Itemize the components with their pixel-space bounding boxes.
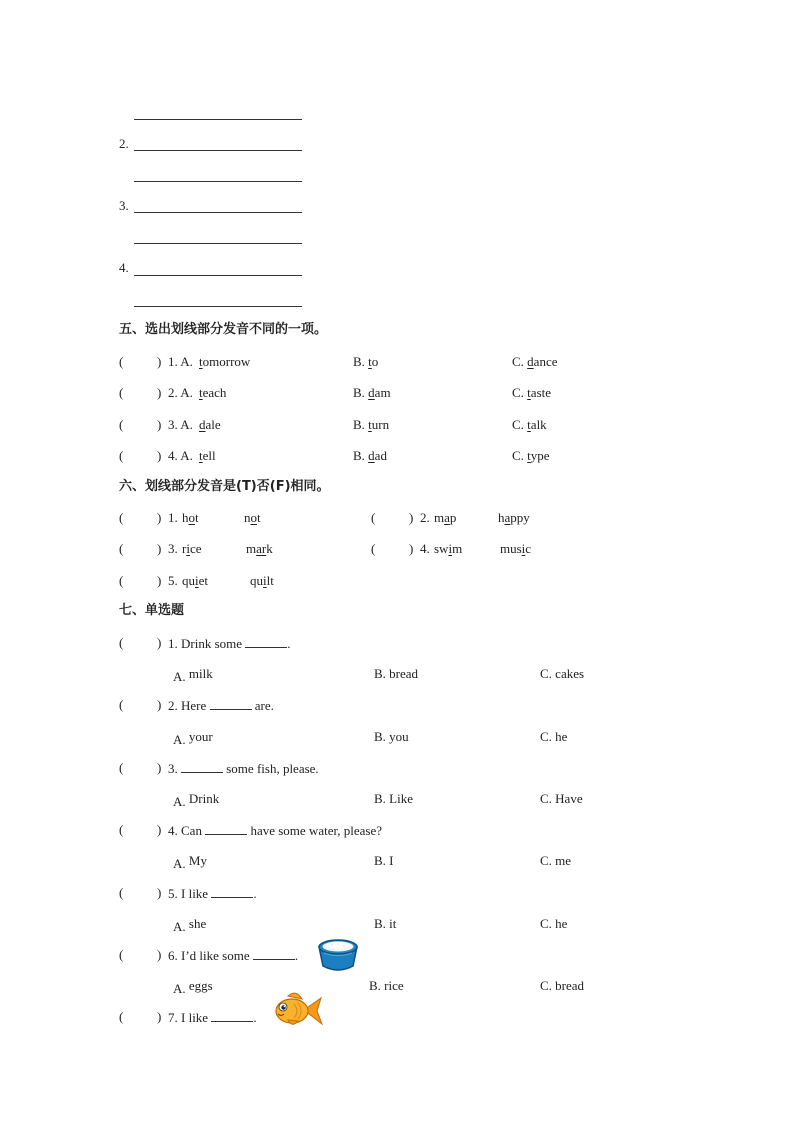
section-heading: 五、选出划线部分发音不同的一项。	[119, 322, 328, 337]
answer-paren-open[interactable]: (	[119, 417, 124, 432]
option-a[interactable]: tomorrow	[199, 354, 251, 369]
option-c[interactable]: C. taste	[512, 385, 552, 400]
fill-blank[interactable]	[211, 1009, 253, 1022]
option-c[interactable]: C. Have	[540, 791, 583, 806]
fill-blank[interactable]	[210, 697, 252, 710]
option-a[interactable]: A. milk	[173, 666, 213, 684]
option-b[interactable]: B. you	[374, 729, 409, 744]
writing-number: 3.	[119, 198, 129, 213]
option-a[interactable]: A. eggs	[173, 978, 213, 996]
option-b[interactable]: B. bread	[374, 666, 419, 681]
option-b[interactable]: B. to	[353, 354, 379, 369]
answer-paren-open[interactable]: (	[119, 822, 124, 837]
option-b[interactable]: B. turn	[353, 417, 390, 432]
answer-paren-open[interactable]: (	[119, 697, 124, 712]
option-a[interactable]: A. your	[173, 729, 213, 747]
section-heading: 六、划线部分发音是(T)否(F)相同。	[119, 479, 330, 494]
option-a[interactable]: A. My	[173, 853, 207, 871]
answer-paren-open[interactable]: (	[119, 510, 124, 525]
question-text: 3. some fish, please.	[168, 761, 319, 776]
writing-line[interactable]	[134, 181, 302, 182]
option-a[interactable]: dale	[199, 417, 221, 432]
option-a[interactable]: tell	[199, 448, 216, 463]
answer-paren-open[interactable]: (	[119, 760, 124, 775]
question-text: 2. Here are.	[168, 698, 274, 713]
word-2: music	[500, 541, 532, 556]
option-c[interactable]: C. he	[540, 916, 568, 931]
question-number: 4.	[420, 541, 430, 556]
option-a[interactable]: A. she	[173, 916, 207, 934]
answer-paren-open[interactable]: (	[119, 1009, 124, 1024]
word-1: rice	[182, 541, 202, 556]
answer-paren-open[interactable]: (	[119, 573, 124, 588]
writing-line[interactable]	[134, 119, 302, 120]
question-text: 6. I’d like some .	[168, 948, 299, 963]
writing-number: 2.	[119, 136, 129, 151]
answer-paren-open[interactable]: (	[119, 354, 124, 369]
answer-paren-close[interactable]: )	[157, 947, 162, 962]
option-a[interactable]: teach	[199, 385, 227, 400]
word-2: not	[244, 510, 261, 525]
answer-paren-close[interactable]: )	[157, 448, 162, 463]
option-a[interactable]: A. Drink	[173, 791, 220, 809]
fill-blank[interactable]	[211, 885, 253, 898]
question-text: 7. I like .	[168, 1010, 257, 1025]
question-number: 2.	[420, 510, 430, 525]
option-c[interactable]: C. talk	[512, 417, 547, 432]
option-b[interactable]: B. Like	[374, 791, 413, 806]
word-1: hot	[182, 510, 199, 525]
word-2: happy	[498, 510, 530, 525]
option-b[interactable]: B. rice	[369, 978, 404, 993]
question-number: 1. A.	[168, 354, 193, 369]
question-text: 5. I like .	[168, 886, 257, 901]
goldfish-picture	[274, 990, 324, 1032]
writing-line[interactable]	[134, 212, 302, 213]
option-b[interactable]: B. I	[374, 853, 394, 868]
answer-paren-close[interactable]: )	[157, 541, 162, 556]
fill-blank[interactable]	[245, 635, 287, 648]
answer-paren-open[interactable]: (	[119, 385, 124, 400]
answer-paren-close[interactable]: )	[409, 541, 414, 556]
writing-line[interactable]	[134, 275, 302, 276]
answer-paren-close[interactable]: )	[157, 510, 162, 525]
fill-blank[interactable]	[253, 947, 295, 960]
answer-paren-open[interactable]: (	[119, 947, 124, 962]
question-number: 3. A.	[168, 417, 193, 432]
answer-paren-open[interactable]: (	[119, 635, 124, 650]
option-b[interactable]: B. it	[374, 916, 397, 931]
writing-line[interactable]	[134, 150, 302, 151]
word-1: swim	[434, 541, 463, 556]
answer-paren-close[interactable]: )	[409, 510, 414, 525]
option-b[interactable]: B. dad	[353, 448, 387, 463]
word-2: quilt	[250, 573, 274, 588]
fill-blank[interactable]	[205, 822, 247, 835]
answer-paren-open[interactable]: (	[119, 885, 124, 900]
answer-paren-open[interactable]: (	[371, 541, 376, 556]
question-number: 2. A.	[168, 385, 193, 400]
question-number: 1.	[168, 510, 178, 525]
fill-blank[interactable]	[181, 760, 223, 773]
question-number: 3.	[168, 541, 178, 556]
question-number: 5.	[168, 573, 178, 588]
answer-paren-close[interactable]: )	[157, 354, 162, 369]
answer-paren-open[interactable]: (	[119, 448, 124, 463]
answer-paren-open[interactable]: (	[119, 541, 124, 556]
option-c[interactable]: C. cakes	[540, 666, 585, 681]
question-text: 1. Drink some .	[168, 636, 291, 651]
section-heading: 七、单选题	[119, 603, 185, 618]
answer-paren-close[interactable]: )	[157, 885, 162, 900]
answer-paren-close[interactable]: )	[157, 1009, 162, 1024]
word-2: mark	[246, 541, 273, 556]
answer-paren-close[interactable]: )	[157, 760, 162, 775]
option-c[interactable]: C. dance	[512, 354, 558, 369]
writing-line[interactable]	[134, 243, 302, 244]
answer-paren-close[interactable]: )	[157, 385, 162, 400]
answer-paren-close[interactable]: )	[157, 573, 162, 588]
writing-line[interactable]	[134, 306, 302, 307]
answer-paren-close[interactable]: )	[157, 822, 162, 837]
word-1: quiet	[182, 573, 209, 588]
question-text: 4. Can have some water, please?	[168, 823, 383, 838]
option-b[interactable]: B. dam	[353, 385, 391, 400]
writing-number: 4.	[119, 260, 129, 275]
question-number: 4. A.	[168, 448, 193, 463]
rice-bowl-picture	[316, 935, 360, 973]
answer-paren-open[interactable]: (	[371, 510, 376, 525]
answer-paren-close[interactable]: )	[157, 697, 162, 712]
option-c[interactable]: C. me	[540, 853, 572, 868]
option-c[interactable]: C. bread	[540, 978, 585, 993]
answer-paren-close[interactable]: )	[157, 635, 162, 650]
answer-paren-close[interactable]: )	[157, 417, 162, 432]
option-c[interactable]: C. type	[512, 448, 550, 463]
word-1: map	[434, 510, 457, 525]
option-c[interactable]: C. he	[540, 729, 568, 744]
